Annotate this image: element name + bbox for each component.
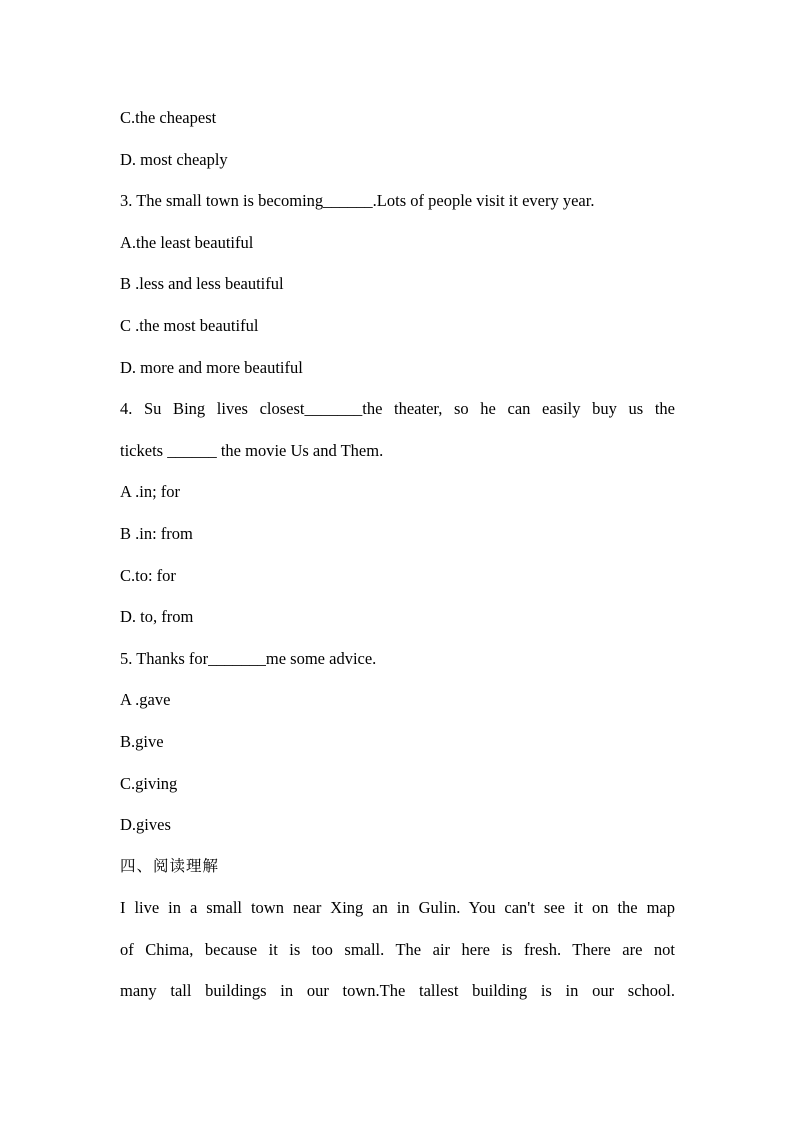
q5-option-c: C.giving bbox=[120, 773, 178, 793]
q2-option-c: C.the cheapest bbox=[120, 108, 217, 127]
section-heading-reading: 四、阅读理解 bbox=[120, 856, 220, 875]
q5-option-a: A .gave bbox=[120, 690, 171, 710]
q4-option-b: B .in: from bbox=[120, 523, 193, 543]
q5-option-b: B.give bbox=[120, 731, 164, 751]
q4-stem-line1: 4. Su Bing lives closest_______the theater, so he can easily buy us the bbox=[120, 399, 675, 419]
q2-option-d: D. most cheaply bbox=[120, 149, 228, 169]
q3-option-a: A.the least beautiful bbox=[120, 232, 254, 252]
q4-stem-line2: tickets ______ the movie Us and Them. bbox=[120, 440, 384, 460]
q3-option-b: B .less and less beautiful bbox=[120, 274, 284, 294]
passage-line-1: I live in a small town near Xing an in Gulin. You can't see it on the map bbox=[120, 898, 675, 918]
q3-option-c: C .the most beautiful bbox=[120, 315, 259, 335]
passage-line-2: of Chima, because it is too small. The air here is fresh. There are not bbox=[120, 939, 675, 959]
q4-option-a: A .in; for bbox=[120, 482, 181, 502]
q4-option-d: D. to, from bbox=[120, 607, 194, 627]
q3-option-d: D. more and more beautiful bbox=[120, 357, 303, 377]
q5-option-d: D.gives bbox=[120, 815, 171, 835]
q3-stem: 3. The small town is becoming______.Lots of people visit it every year. bbox=[120, 191, 595, 211]
q5-stem: 5. Thanks for_______me some advice. bbox=[120, 648, 377, 668]
q4-option-c: C.to: for bbox=[120, 565, 176, 585]
document-page bbox=[120, 97, 675, 1012]
passage-line-3: many tall buildings in our town.The tallest building is in our school. bbox=[120, 981, 675, 1001]
